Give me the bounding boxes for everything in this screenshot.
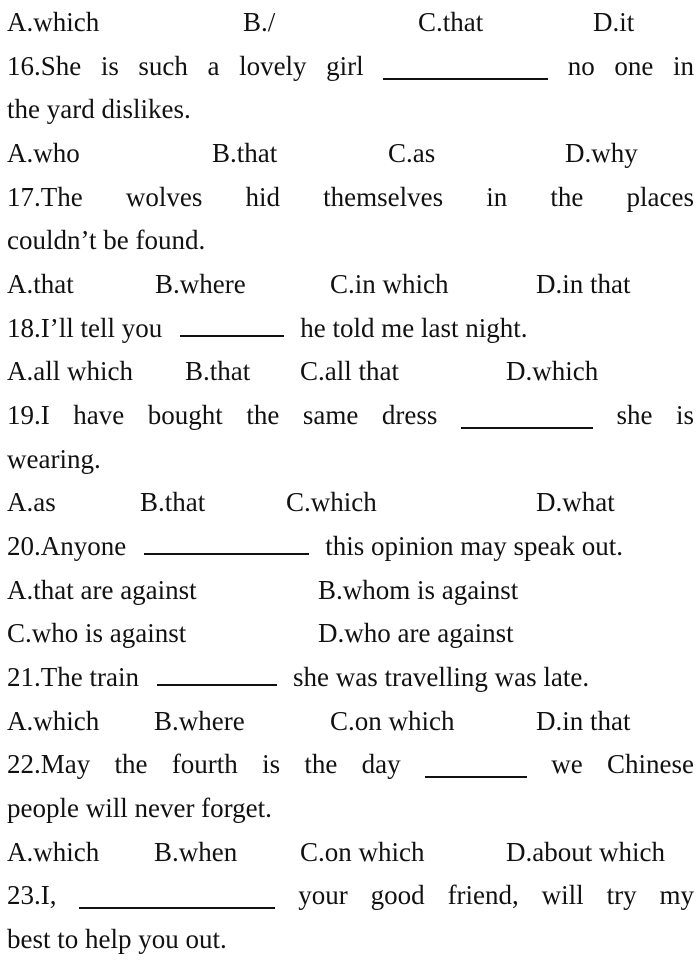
- q23-word: try: [606, 880, 637, 910]
- q18-option-c: C.all that: [300, 356, 399, 386]
- q20-option-c: C.who is against: [7, 618, 187, 648]
- q23-word: my: [659, 880, 694, 910]
- q23-answer-blank[interactable]: [79, 881, 275, 909]
- q17-option-b: B.where: [155, 269, 246, 299]
- q20-option-b: B.whom is against: [318, 575, 519, 605]
- q19-options: [7, 480, 694, 524]
- q22-word: the: [304, 749, 338, 779]
- q22-word: the: [114, 749, 148, 779]
- q22-stem: [7, 742, 694, 786]
- q21-stem: [7, 655, 694, 699]
- q17-word: places: [626, 182, 694, 212]
- q16-word: such: [138, 51, 188, 81]
- q23-word: will: [541, 880, 584, 910]
- q18-options: [7, 349, 694, 393]
- q20-options-row1: [7, 568, 694, 612]
- q23-stem: [7, 873, 694, 917]
- q18-answer-blank[interactable]: [180, 309, 284, 337]
- q22-option-b: B.when: [154, 837, 238, 867]
- q17-stem-cont: couldn’t be found.: [7, 225, 206, 255]
- q18-option-b: B.that: [185, 356, 251, 386]
- q18-option-d: D.which: [506, 356, 599, 386]
- q16-word: no: [567, 51, 595, 81]
- q21-stem-pre: 21.The train: [7, 662, 139, 692]
- q21-option-b: B.where: [154, 706, 245, 736]
- q22-answer-blank[interactable]: [425, 750, 527, 778]
- q20-stem: [7, 524, 694, 568]
- q19-word: the: [246, 400, 280, 430]
- q19-stem: [7, 393, 694, 437]
- q16-answer-blank[interactable]: [383, 52, 548, 80]
- q19-word: same: [302, 400, 359, 430]
- q15-option-a: A.which: [7, 7, 100, 37]
- q21-stem-post: she was travelling was late.: [292, 662, 590, 692]
- q15-option-c: C.that: [418, 7, 484, 37]
- q16-word: girl: [326, 51, 364, 81]
- q22-word: Chinese: [606, 749, 694, 779]
- q19-option-c: C.which: [286, 487, 377, 517]
- q22-word: day: [361, 749, 401, 779]
- q19-stem-cont: wearing.: [7, 444, 101, 474]
- q17-word: 17.The: [7, 182, 83, 212]
- q17-word: themselves: [323, 182, 444, 212]
- q20-stem-post: this opinion may speak out.: [325, 531, 623, 561]
- q17-option-d: D.in that: [536, 269, 631, 299]
- q22-options: [7, 830, 694, 874]
- q23-word: good: [370, 880, 425, 910]
- q20-stem-pre: 20.Anyone: [7, 531, 127, 561]
- q18-option-a: A.all which: [7, 356, 133, 386]
- q17-option-c: C.in which: [330, 269, 449, 299]
- q19-option-b: B.that: [140, 487, 206, 517]
- q19-answer-blank[interactable]: [461, 401, 593, 429]
- q22-option-d: D.about which: [506, 837, 665, 867]
- q20-answer-blank[interactable]: [144, 527, 309, 555]
- q16-option-d: D.why: [565, 138, 638, 168]
- q15-options: [7, 0, 694, 44]
- q23-stem-cont: best to help you out.: [7, 924, 227, 954]
- q21-option-c: C.on which: [330, 706, 455, 736]
- q19-word: 19.I: [7, 400, 50, 430]
- q15-option-d: D.it: [593, 7, 635, 37]
- q22-option-a: A.which: [7, 837, 100, 867]
- q16-option-a: A.who: [7, 138, 80, 168]
- q19-option-d: D.what: [536, 487, 615, 517]
- q23-word: your: [298, 880, 348, 910]
- q22-word: fourth: [171, 749, 238, 779]
- q22-stem-cont: people will never forget.: [7, 793, 272, 823]
- q15-option-b: B./: [243, 7, 276, 37]
- q17-stem: [7, 175, 694, 219]
- q18-stem: [7, 306, 694, 350]
- q22-word: 22.May: [7, 749, 91, 779]
- q16-word: in: [672, 51, 694, 81]
- q21-answer-blank[interactable]: [157, 658, 277, 686]
- q19-word: have: [73, 400, 125, 430]
- q23-word: friend,: [447, 880, 519, 910]
- q20-option-a: A.that are against: [7, 575, 197, 605]
- q16-word: a: [207, 51, 220, 81]
- q20-option-d: D.who are against: [318, 618, 514, 648]
- q19-word: dress: [381, 400, 438, 430]
- q18-stem-post: he told me last night.: [300, 313, 528, 343]
- q21-option-a: A.which: [7, 706, 100, 736]
- q22-word: is: [262, 749, 281, 779]
- q17-options: [7, 262, 694, 306]
- q16-stem-cont: the yard dislikes.: [7, 94, 191, 124]
- q16-stem: [7, 44, 694, 88]
- q17-option-a: A.that: [7, 269, 74, 299]
- q18-stem-pre: 18.I’ll tell you: [7, 313, 163, 343]
- q17-word: wolves: [125, 182, 203, 212]
- q21-options: [7, 699, 694, 743]
- q22-option-c: C.on which: [300, 837, 425, 867]
- q21-option-d: D.in that: [536, 706, 631, 736]
- q23-word: 23.I,: [7, 880, 57, 910]
- q22-word: we: [551, 749, 583, 779]
- q17-word: the: [550, 182, 584, 212]
- q16-word: lovely: [239, 51, 307, 81]
- q17-word: in: [486, 182, 508, 212]
- q16-word: 16.She: [7, 51, 82, 81]
- q16-option-b: B.that: [212, 138, 278, 168]
- q16-word: is: [100, 51, 119, 81]
- q19-word: bought: [147, 400, 223, 430]
- q16-word: one: [614, 51, 654, 81]
- q19-option-a: A.as: [7, 487, 56, 517]
- q19-word: is: [675, 400, 694, 430]
- q16-option-c: C.as: [388, 138, 436, 168]
- q20-options-row2: [7, 611, 694, 655]
- q19-word: she: [616, 400, 653, 430]
- q16-options: [7, 131, 694, 175]
- q17-word: hid: [245, 182, 280, 212]
